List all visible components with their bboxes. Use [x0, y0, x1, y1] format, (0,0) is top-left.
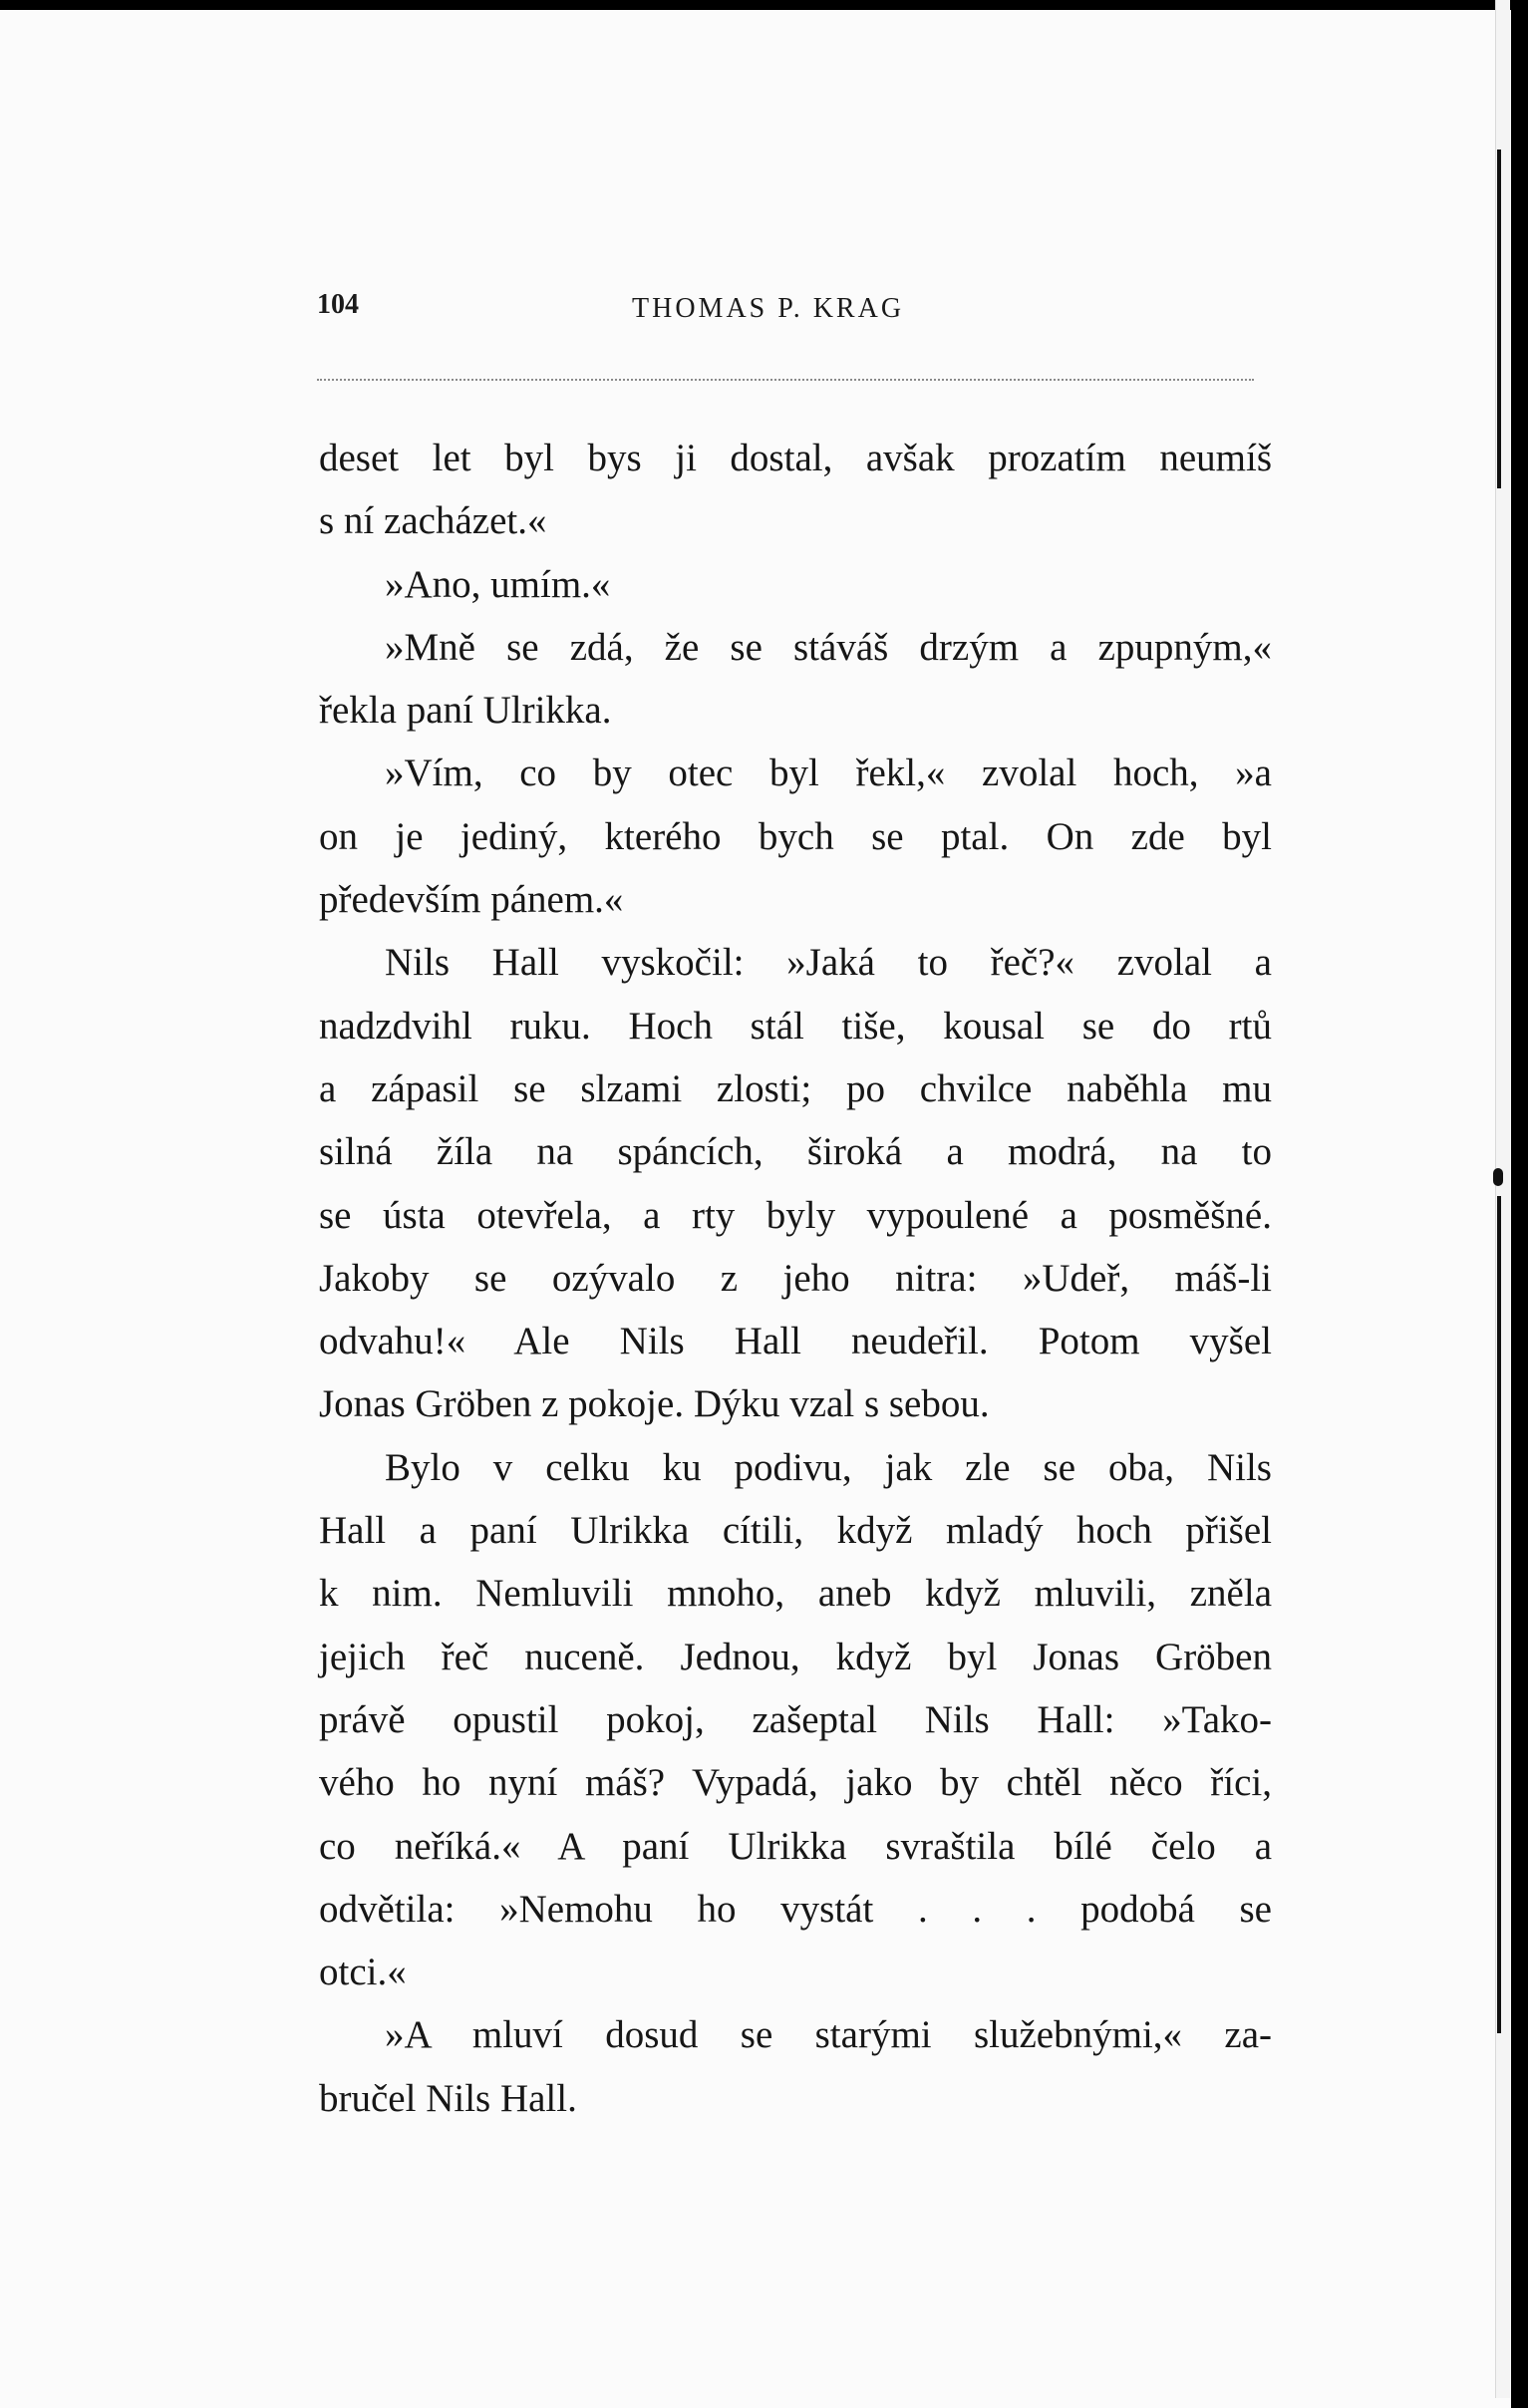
- text-line: »Mně se zdá, že se stáváš drzým a zpupným,«: [385, 625, 1272, 669]
- text-line: s ní zacházet.«: [319, 499, 547, 543]
- text-line: řekla paní Ulrikka.: [319, 689, 612, 733]
- text-line: otci.«: [319, 1951, 407, 1994]
- text-line: Nils Hall vyskočil: »Jaká to řeč?« zvolal a: [385, 941, 1272, 985]
- text-line: jejich řeč nuceně. Jednou, když byl Jonas Gröben: [319, 1635, 1272, 1678]
- spine-shadow-upper: [1497, 150, 1501, 488]
- page-header: [317, 289, 1270, 329]
- page-number: 104: [317, 289, 359, 320]
- text-line: nadzdvihl ruku. Hoch stál tiše, kousal se do rtů: [319, 1004, 1272, 1048]
- text-line: Hall a paní Ulrikka cítili, když mladý hoch přišel: [319, 1509, 1272, 1553]
- text-line: co neříká.« A paní Ulrikka svraštila bílé čelo a: [319, 1824, 1272, 1868]
- body-text: [319, 427, 1272, 2130]
- text-line: deset let byl bys ji dostal, avšak prozatím neumíš: [319, 437, 1272, 479]
- text-line: Jakoby se ozývalo z jeho nitra: »Udeř, máš-li: [319, 1256, 1272, 1300]
- spine-shadow-lower: [1497, 1196, 1501, 2033]
- text-line: »A mluví dosud se starými služebnými,« za-: [385, 2013, 1272, 2057]
- text-line: odvětila: »Nemohu ho vystát . . . podobá se: [319, 1887, 1272, 1931]
- text-line: bručel Nils Hall.: [319, 2076, 577, 2120]
- spine-dot: [1493, 1168, 1503, 1186]
- header-rule: [317, 379, 1254, 381]
- text-line: »Vím, co by otec byl řekl,« zvolal hoch, »a: [385, 752, 1272, 795]
- text-line: on je jediný, kterého bych se ptal. On zde byl: [319, 814, 1272, 858]
- running-head: THOMAS P. KRAG: [632, 293, 905, 324]
- text-line: »Ano, umím.«: [385, 562, 611, 606]
- text-line: silná žíla na spáncích, široká a modrá, na to: [319, 1130, 1272, 1174]
- book-page: [0, 10, 1511, 2408]
- text-line: se ústa otevřela, a rty byly vypoulené a posměšné.: [319, 1193, 1272, 1237]
- text-line: vého ho nyní máš? Vypadá, jako by chtěl něco říci,: [319, 1761, 1272, 1805]
- text-line: právě opustil pokoj, zašeptal Nils Hall: »Tako-: [319, 1697, 1272, 1741]
- text-line: především pánem.«: [319, 878, 624, 922]
- text-line: Bylo v celku ku podivu, jak zle se oba, Nils: [385, 1445, 1272, 1489]
- text-line: a zápasil se slzami zlosti; po chvilce naběhla mu: [319, 1066, 1272, 1110]
- text-line: odvahu!« Ale Nils Hall neudeřil. Potom vyšel: [319, 1320, 1272, 1363]
- text-line: k nim. Nemluvili mnoho, aneb když mluvili, zněla: [319, 1572, 1272, 1616]
- text-line: Jonas Gröben z pokoje. Dýku vzal s sebou.: [319, 1382, 990, 1426]
